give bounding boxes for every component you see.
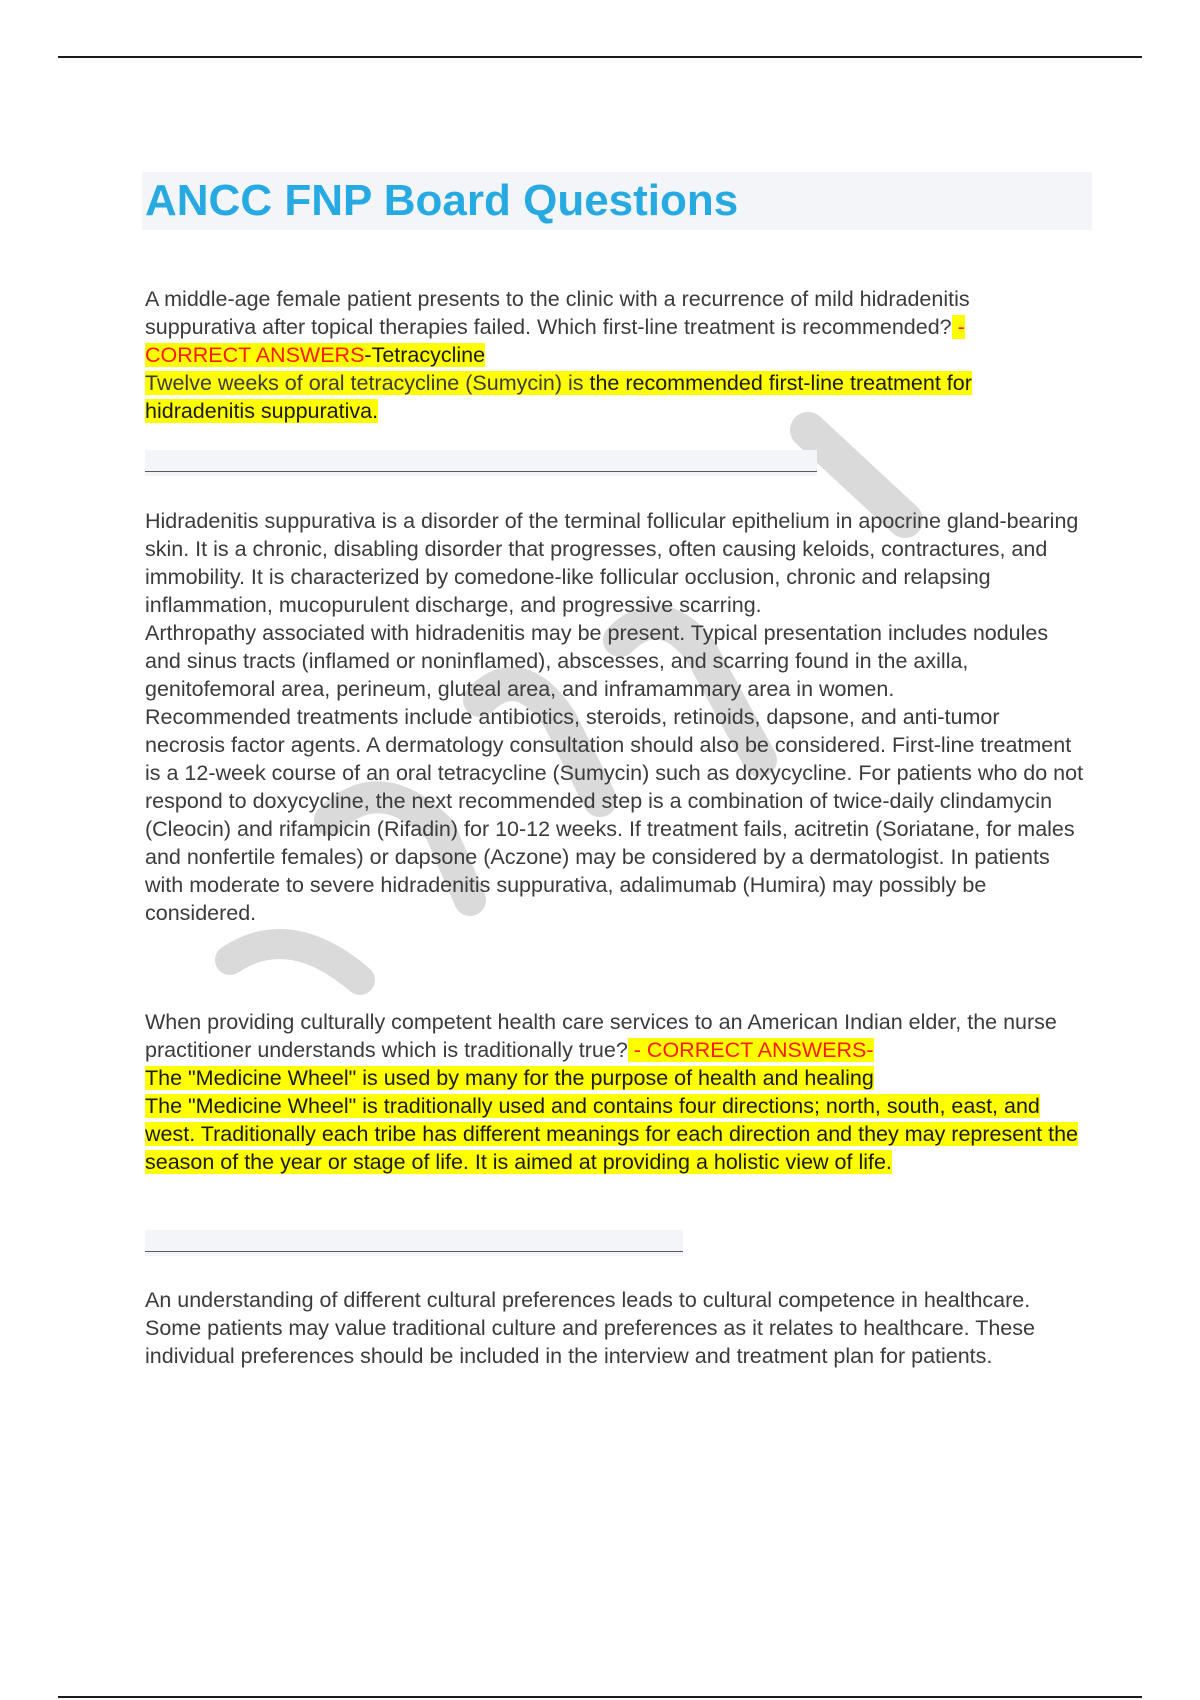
question-2-text: When providing culturally competent health care services to an American Indian elder, the nurse practitioner understands which is traditionally true? [145, 1010, 1057, 1062]
page-bottom-rule [58, 1696, 1142, 1698]
explanation-1-para-1: Hidradenitis suppurativa is a disorder of the terminal follicular epithelium in apocrine gland-bearing skin. It is a chronic, disabling disorder that progresses, often causing keloids, contractures, and immobility. It is characterized by comedone-like follicular occlusion, chronic and relapsing inflammation, mucopurulent discharge, and progressive scarring. [145, 509, 1079, 617]
rationale-1-part1: Twelve weeks of oral tetracycline (Sumycin) is [145, 371, 590, 395]
rationale-2: The "Medicine Wheel" is traditionally used and contains four directions; north, south, east, and west. Traditionally each tribe has different meanings for each direction and they may represent the season of the year or stage of life. It is aimed at providing a holistic view of life. [145, 1094, 1078, 1174]
qa-block-2 [145, 1008, 1085, 1176]
question-1-dash: - [951, 315, 965, 339]
question-2 [145, 1008, 1085, 1176]
explanation-1-para-2: Arthropathy associated with hidradenitis may be present. Typical presentation includes nodules and sinus tracts (inflamed or noninflamed), abscesses, and scarring found in the axilla, genitofemoral area, perineum, gluteal area, and inframammary area in women. [145, 621, 1049, 701]
explanation-1-para-3: Recommended treatments include antibiotics, steroids, retinoids, dapsone, and anti-tumor necrosis factor agents. A dermatology consultation should also be considered. First-line treatment is a 12-week course of an oral tetracycline (Sumycin) such as doxycycline. For patients who do not respond to doxycycline, the next recommended step is a combination of twice-daily clindamycin (Cleocin) and rifampicin (Rifadin) for 10-12 weeks. If treatment fails, acitretin (Soriatane, for males and nonfertile females) or dapsone (Aczone) may be considered by a dermatologist. In patients with moderate to severe hidradenitis suppurativa, adalimumab (Humira) may possibly be considered. [145, 705, 1084, 925]
page-top-rule [58, 56, 1142, 58]
explanation-2-para-1: An understanding of different cultural preferences leads to cultural competence in healthcare. Some patients may value traditional culture and preferences as it relates to healthcare. These individual preferences should be included in the interview and treatment plan for patients. [145, 1288, 1035, 1368]
explanation-1 [145, 507, 1085, 927]
question-2-dash: - [627, 1038, 647, 1062]
correct-answers-label-1: CORRECT ANSWERS [145, 343, 365, 367]
qa-block-1 [145, 285, 1085, 425]
separator-1 [145, 450, 817, 476]
question-1-text: A middle-age female patient presents to the clinic with a recurrence of mild hidradenitis suppurativa after topical therapies failed. Which first-line treatment is recommended? [145, 287, 970, 339]
answer-1: -Tetracycline [364, 343, 486, 367]
question-1 [145, 285, 1085, 425]
correct-answers-label-2: CORRECT ANSWERS- [646, 1038, 874, 1062]
separator-2 [145, 1230, 683, 1256]
document-title: ANCC FNP Board Questions [145, 176, 739, 225]
rationale-1-part2: the recommended first-line treatment for hidradenitis suppurativa. [145, 371, 972, 423]
explanation-2 [145, 1286, 1085, 1370]
separator-2-line [145, 1251, 683, 1252]
answer-2: The "Medicine Wheel" is used by many for the purpose of health and healing [145, 1066, 874, 1090]
separator-1-line [145, 471, 817, 472]
